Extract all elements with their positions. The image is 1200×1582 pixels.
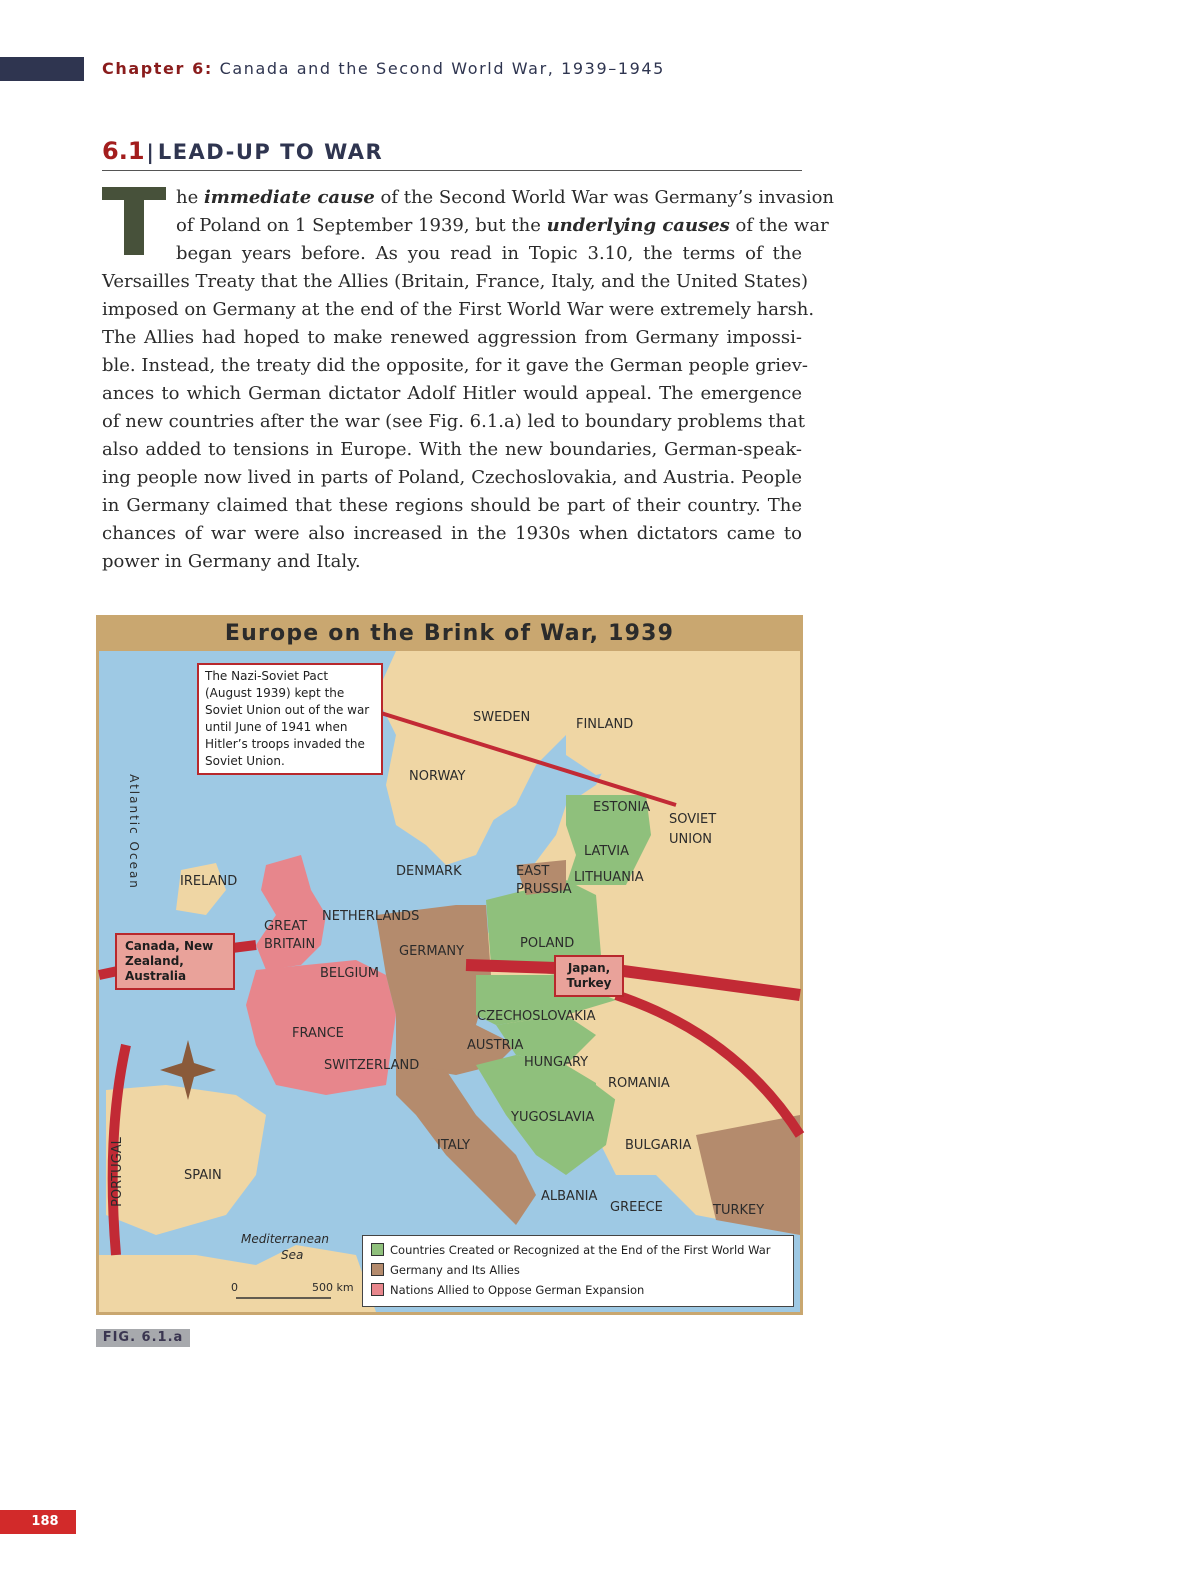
callout-dominions: Canada, New Zealand, Australia (115, 933, 235, 990)
body-text-run: began years before. As you read in Topic 3.10, the terms of the (176, 243, 802, 264)
ocean-label-mediterranean: Mediterranean (241, 1232, 329, 1246)
label-italy: ITALY (437, 1138, 471, 1153)
body-line (102, 436, 802, 464)
body-text-run: Versailles Treaty that the Allies (Britain, France, Italy, and the United States) (102, 271, 809, 292)
scale-start-label: 0 (231, 1281, 238, 1294)
label-britain: BRITAIN (264, 937, 316, 952)
ocean-label-sea: Sea (281, 1248, 304, 1262)
figure-label: FIG. 6.1.a (96, 1329, 190, 1347)
body-line (102, 184, 835, 212)
body-line (102, 380, 802, 408)
body-text-run: of the Second World War was Germany’s invasion (374, 187, 835, 208)
label-switzerland: SWITZERLAND (324, 1058, 420, 1073)
body-line (102, 464, 802, 492)
chapter-label: Chapter 6: (102, 59, 213, 78)
legend-label-new-countries: Countries Created or Recognized at the End of the First World War (390, 1243, 771, 1257)
section-number: 6.1 (102, 137, 145, 165)
emphasized-term: immediate cause (203, 187, 375, 208)
map-legend (362, 1235, 794, 1307)
label-belgium: BELGIUM (320, 966, 380, 981)
legend-label-germany-allies: Germany and Its Allies (390, 1263, 520, 1277)
body-line (102, 324, 802, 352)
legend-item-germany-allies (371, 1262, 520, 1278)
label-netherlands: NETHERLANDS (322, 909, 420, 924)
label-ireland: IRELAND (180, 874, 238, 889)
label-norway: NORWAY (409, 769, 466, 784)
body-line (102, 240, 802, 268)
body-line (102, 296, 815, 324)
body-line (102, 268, 809, 296)
label-great: GREAT (264, 919, 308, 934)
label-france: FRANCE (292, 1026, 344, 1041)
label-greece: GREECE (610, 1200, 663, 1215)
chapter-title: Canada and the Second World War, 1939–1945 (219, 59, 665, 78)
chapter-header (102, 59, 665, 78)
label-portugal: PORTUGAL (109, 1137, 125, 1207)
body-line (102, 408, 805, 436)
body-text-run: of the war (729, 215, 829, 236)
legend-swatch-new-countries (371, 1243, 384, 1256)
legend-item-allied-nations (371, 1282, 644, 1298)
body-line (102, 548, 802, 576)
label-poland: POLAND (520, 936, 575, 951)
emphasized-term: underlying causes (546, 215, 730, 236)
body-line (102, 212, 829, 240)
map-title: Europe on the Brink of War, 1939 (224, 621, 675, 646)
label-czechoslovakia: CZECHOSLOVAKIA (477, 1009, 596, 1024)
label-soviet: SOVIET (669, 812, 717, 827)
body-line (102, 520, 802, 548)
section-heading (102, 137, 802, 171)
body-line (102, 352, 808, 380)
body-text-run: also added to tensions in Europe. With the new boundaries, German-speak- (102, 439, 802, 460)
body-text-run: ing people now lived in parts of Poland, Czechoslovakia, and Austria. People (102, 467, 802, 488)
section-separator: | (146, 140, 154, 164)
callout-japan-turkey: Japan, Turkey (554, 955, 624, 997)
body-text-run: power in Germany and Italy. (102, 551, 361, 572)
label-albania: ALBANIA (541, 1189, 598, 1204)
label-prussia: PRUSSIA (516, 882, 572, 897)
body-text-run: imposed on Germany at the end of the First World War were extremely harsh. (102, 299, 815, 320)
label-bulgaria: BULGARIA (625, 1138, 692, 1153)
scale-end-label: 500 km (312, 1281, 354, 1294)
label-turkey: TURKEY (713, 1203, 765, 1218)
label-east: EAST (516, 864, 550, 879)
label-hungary: HUNGARY (524, 1055, 589, 1070)
legend-swatch-germany-allies (371, 1263, 384, 1276)
label-sweden: SWEDEN (473, 710, 531, 725)
legend-item-new-countries (371, 1242, 771, 1258)
body-text-run: chances of war were also increased in the 1930s when dictators came to (102, 523, 802, 544)
label-yugoslavia: YUGOSLAVIA (511, 1110, 595, 1125)
ocean-label-atlantic: Atlantic Ocean (126, 774, 141, 890)
label-austria: AUSTRIA (467, 1038, 524, 1053)
page-number (0, 1510, 76, 1534)
body-text-run: in Germany claimed that these regions should be part of their country. The (102, 495, 802, 516)
map-figure (96, 615, 803, 1315)
callout-nazi-soviet-pact: The Nazi-Soviet Pact (August 1939) kept the Soviet Union out of the war until June of 1941 when Hitler’s troops invaded the Soviet Union. (197, 663, 383, 775)
legend-label-allied-nations: Nations Allied to Oppose German Expansion (390, 1283, 645, 1297)
label-germany: GERMANY (399, 944, 465, 959)
label-union: UNION (669, 832, 713, 847)
label-romania: ROMANIA (608, 1076, 670, 1091)
legend-swatch-allied-nations (371, 1283, 384, 1296)
label-lithuania: LITHUANIA (574, 870, 644, 885)
label-denmark: DENMARK (396, 864, 462, 879)
label-spain: SPAIN (184, 1168, 222, 1183)
body-text-run: ances to which German dictator Adolf Hitler would appeal. The emergence (102, 383, 802, 404)
body-text (102, 184, 835, 576)
header-bar (0, 57, 84, 81)
page-number-text: 188 (31, 1514, 59, 1529)
body-text-run: ble. Instead, the treaty did the opposite, for it gave the German people griev- (102, 355, 808, 376)
body-text-run: of new countries after the war (see Fig. 6.1.a) led to boundary problems that (102, 411, 805, 432)
label-finland: FINLAND (576, 717, 634, 732)
body-line (102, 492, 802, 520)
body-text-run: he (176, 187, 204, 208)
label-estonia: ESTONIA (593, 800, 651, 815)
body-text-run: of Poland on 1 September 1939, but the (176, 215, 547, 236)
label-latvia: LATVIA (584, 844, 629, 859)
body-text-run: The Allies had hoped to make renewed aggression from Germany impossi- (102, 327, 802, 348)
section-title: LEAD-UP TO WAR (157, 140, 384, 164)
